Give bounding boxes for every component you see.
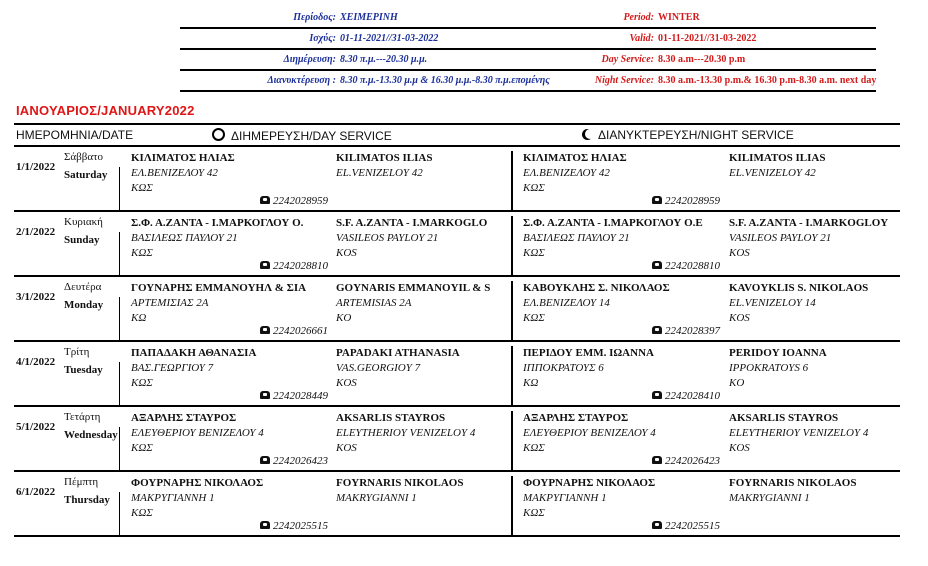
day-pharmacy-greek: [131, 346, 256, 391]
day-pharmacy-english: [336, 151, 433, 181]
night-service-column-header: [582, 128, 794, 142]
service-divider: [511, 476, 513, 537]
pharmacy-city: KOS: [729, 312, 750, 324]
pharmacy-city: KO: [336, 312, 352, 324]
pharmacy-name: FOYRNARIS NIKOLAOS: [336, 477, 464, 489]
row-weekday-en: Tuesday: [64, 364, 103, 376]
date-divider: [119, 232, 120, 275]
pharmacy-address: VASILEOS PAYLOY 21: [336, 232, 439, 244]
night-phone: [652, 325, 720, 337]
day-pharmacy-english: [336, 281, 490, 326]
pharmacy-name: AKSARLIS STAYROS: [336, 412, 446, 424]
pharmacy-city: KOS: [729, 442, 750, 454]
row-weekday-gr: Κυριακή: [64, 216, 103, 228]
phone-number: 2242026423: [273, 455, 328, 467]
row-date: 3/1/2022: [16, 291, 56, 303]
day-phone: [260, 325, 328, 337]
phone-number: 2242028410: [665, 390, 720, 402]
pharmacy-city: ΚΩ: [131, 312, 147, 324]
row-weekday-en: Saturday: [64, 169, 108, 181]
pharmacy-schedule-table: [14, 123, 900, 537]
pharmacy-city: KOS: [336, 442, 357, 454]
pharmacy-name: ΓΟΥΝΑΡΗΣ ΕΜΜΑΝΟΥΗΛ & ΣΙΑ: [131, 282, 307, 294]
table-row: [14, 147, 900, 212]
period-value-en: WINTER: [658, 12, 700, 23]
pharmacy-address: MAKRYGIANNI 1: [336, 492, 417, 504]
service-divider: [511, 151, 513, 212]
pharmacy-address: ΕΛ.ΒΕΝΙΖΕΛΟΥ 42: [131, 167, 218, 179]
pharmacy-address: ΙΠΠΟΚΡΑΤΟΥΣ 6: [523, 362, 604, 374]
row-weekday-en: Wednesday: [64, 429, 118, 441]
night-label-gr: Διανυκτέρευση :: [267, 75, 336, 86]
pharmacy-city: ΚΩΣ: [131, 182, 153, 194]
pharmacy-city: ΚΩΣ: [523, 442, 545, 454]
phone-number: 2242028810: [273, 260, 328, 272]
phone-icon: [652, 391, 662, 399]
day-phone: [260, 195, 328, 207]
pharmacy-name: KILIMATOS ILIAS: [729, 152, 826, 164]
valid-value-en: 01-11-2021//31-03-2022: [658, 33, 757, 44]
table-body: [14, 147, 900, 537]
pharmacy-name: S.F. A.ZANTA - I.MARKOGLOY: [729, 217, 889, 229]
night-phone: [652, 390, 720, 402]
day-pharmacy-english: [336, 346, 460, 391]
pharmacy-city: KOS: [336, 377, 357, 389]
pharmacy-name: AKSARLIS STAYROS: [729, 412, 839, 424]
date-divider: [119, 492, 120, 535]
day-phone: [260, 260, 328, 272]
valid-label-en: Valid:: [629, 33, 654, 44]
pharmacy-address: ΕΛΕΥΘΕΡΙΟΥ ΒΕΝΙΖΕΛΟΥ 4: [523, 427, 656, 439]
pharmacy-name: ΠΕΡΙΔΟΥ ΕΜΜ. ΙΩΑΝΝΑ: [523, 347, 654, 359]
phone-icon: [260, 391, 270, 399]
night-pharmacy-greek: [523, 476, 655, 521]
pharmacy-address: ΕΛ.ΒΕΝΙΖΕΛΟΥ 14: [523, 297, 610, 309]
day-service-header-label: ΔΙΗΜΕΡΕΥΣΗ/DAY SERVICE: [231, 129, 392, 143]
table-header: [14, 123, 900, 147]
month-title: ΙΑΝΟΥΑΡΙΟΣ/JANUARY2022: [16, 103, 195, 118]
pharmacy-city: KO: [729, 377, 745, 389]
pharmacy-name: ΚΙΛΙΜΑΤΟΣ ΗΛΙΑΣ: [523, 152, 627, 164]
night-pharmacy-english: [729, 411, 868, 456]
day-pharmacy-greek: [131, 411, 264, 456]
day-pharmacy-greek: [131, 151, 235, 196]
day-value-gr: 8.30 π.μ.---20.30 μ.μ.: [340, 54, 428, 65]
phone-icon: [652, 521, 662, 529]
phone-icon: [260, 521, 270, 529]
night-pharmacy-greek: [523, 216, 703, 261]
night-value-en: 8.30 a.m.-13.30 p.m.& 16.30 p.m-8.30 a.m. next day: [658, 75, 877, 86]
row-date: 2/1/2022: [16, 226, 56, 238]
night-value-gr: 8.30 π.μ.-13.30 μ.μ & 16.30 μ.μ.-8.30 π.μ.επομένης: [340, 75, 550, 86]
night-pharmacy-english: [729, 281, 868, 326]
phone-number: 2242028959: [665, 195, 720, 207]
row-date: 5/1/2022: [16, 421, 56, 433]
pharmacy-name: PAPADAKI ATHANASIA: [336, 347, 460, 359]
day-pharmacy-english: [336, 476, 463, 506]
table-row: [14, 407, 900, 472]
pharmacy-address: ΒΑΣ.ΓΕΩΡΓΙΟΥ 7: [131, 362, 214, 374]
pharmacy-address: EL.VENIZELOY 42: [336, 167, 423, 179]
pharmacy-name: PERIDOY IOANNA: [729, 347, 827, 359]
pharmacy-address: ΑΡΤΕΜΙΣΙΑΣ 2Α: [131, 297, 209, 309]
day-pharmacy-greek: [131, 281, 306, 326]
service-divider: [511, 281, 513, 342]
sun-icon: [212, 128, 225, 141]
row-date: 1/1/2022: [16, 161, 56, 173]
pharmacy-name: S.F. A.ZANTA - I.MARKOGLO: [336, 217, 488, 229]
pharmacy-address: IPPOKRATOYS 6: [729, 362, 809, 374]
pharmacy-address: VASILEOS PAYLOY 21: [729, 232, 832, 244]
pharmacy-name: ΑΞΑΡΛΗΣ ΣΤΑΥΡΟΣ: [131, 412, 237, 424]
night-pharmacy-greek: [523, 151, 627, 196]
pharmacy-address: EL.VENIZELOY 42: [729, 167, 816, 179]
table-row: [14, 342, 900, 407]
pharmacy-address: EL.VENIZELOY 14: [729, 297, 816, 309]
phone-number: 2242026423: [665, 455, 720, 467]
pharmacy-name: Σ.Φ. Α.ΖΑΝΤΑ - Ι.ΜΑΡΚΟΓΛΟΥ Ο.: [131, 217, 304, 229]
day-pharmacy-greek: [131, 216, 303, 261]
pharmacy-address: ΜΑΚΡΥΓΙΑΝΝΗ 1: [131, 492, 215, 504]
night-label-en: Night Service:: [594, 75, 654, 86]
night-phone: [652, 195, 720, 207]
header-greek: [180, 8, 550, 92]
night-phone: [652, 455, 720, 467]
valid-label-gr: Ισχύς:: [309, 33, 336, 44]
phone-icon: [652, 261, 662, 269]
day-label-gr: Διημέρευση:: [283, 54, 336, 65]
phone-icon: [260, 456, 270, 464]
pharmacy-address: ΒΑΣΙΛΕΩΣ ΠΑΥΛΟΥ 21: [131, 232, 238, 244]
night-phone: [652, 520, 720, 532]
pharmacy-city: ΚΩΣ: [131, 247, 153, 259]
moon-icon: [582, 129, 592, 141]
pharmacy-name: ΦΟΥΡΝΑΡΗΣ ΝΙΚΟΛΑΟΣ: [131, 477, 264, 489]
night-pharmacy-english: [729, 346, 827, 391]
pharmacy-city: ΚΩΣ: [523, 312, 545, 324]
table-row: [14, 212, 900, 277]
day-service-column-header: [212, 128, 392, 143]
pharmacy-name: GOYNARIS EMMANOYIL & S: [336, 282, 491, 294]
pharmacy-address: ΕΛΕΥΘΕΡΙΟΥ ΒΕΝΙΖΕΛΟΥ 4: [131, 427, 264, 439]
night-service-header-label: ΔΙΑΝΥΚΤΕΡΕΥΣΗ/NIGHT SERVICE: [598, 128, 794, 142]
night-pharmacy-english: [729, 151, 826, 181]
service-divider: [511, 411, 513, 472]
day-pharmacy-english: [336, 411, 475, 456]
date-divider: [119, 427, 120, 470]
phone-icon: [260, 196, 270, 204]
pharmacy-address: ΕΛ.ΒΕΝΙΖΕΛΟΥ 42: [523, 167, 610, 179]
pharmacy-city: ΚΩΣ: [523, 247, 545, 259]
pharmacy-city: KOS: [729, 247, 750, 259]
date-column-header: ΗΜΕΡΟΜΗΝΙΑ/DATE: [16, 128, 134, 142]
night-phone: [652, 260, 720, 272]
date-divider: [119, 297, 120, 340]
row-date: 6/1/2022: [16, 486, 56, 498]
night-pharmacy-english: [729, 476, 856, 506]
pharmacy-address: ELEYTHERIOY VENIZELOY 4: [729, 427, 869, 439]
pharmacy-address: MAKRYGIANNI 1: [729, 492, 810, 504]
phone-icon: [652, 326, 662, 334]
phone-number: 2242026661: [273, 325, 328, 337]
row-weekday-en: Monday: [64, 299, 104, 311]
pharmacy-address: ΜΑΚΡΥΓΙΑΝΝΗ 1: [523, 492, 607, 504]
pharmacy-name: ΚΑΒΟΥΚΛΗΣ Σ. ΝΙΚΟΛΑΟΣ: [523, 282, 670, 294]
table-row: [14, 277, 900, 342]
night-pharmacy-greek: [523, 281, 670, 326]
pharmacy-name: KILIMATOS ILIAS: [336, 152, 433, 164]
pharmacy-city: ΚΩΣ: [131, 377, 153, 389]
pharmacy-address: VAS.GEORGIOY 7: [336, 362, 421, 374]
phone-icon: [260, 326, 270, 334]
valid-value-gr: 01-11-2021//31-03-2022: [340, 33, 439, 44]
phone-icon: [260, 261, 270, 269]
row-weekday-gr: Πέμπτη: [64, 476, 99, 488]
row-weekday-en: Thursday: [64, 494, 110, 506]
night-pharmacy-greek: [523, 411, 656, 456]
pharmacy-city: ΚΩΣ: [523, 182, 545, 194]
day-pharmacy-greek: [131, 476, 263, 521]
service-divider: [511, 346, 513, 407]
row-weekday-gr: Δευτέρα: [64, 281, 102, 293]
row-weekday-gr: Σάββατο: [64, 151, 104, 163]
night-pharmacy-greek: [523, 346, 654, 391]
header-english: [540, 8, 876, 92]
period-value-gr: ΧΕΙΜΕΡΙΝΗ: [340, 12, 398, 23]
pharmacy-name: KAVOYKLIS S. NIKOLAOS: [729, 282, 869, 294]
night-pharmacy-english: [729, 216, 888, 261]
pharmacy-city: ΚΩΣ: [523, 507, 545, 519]
period-label-en: Period:: [623, 12, 654, 23]
period-label-gr: Περίοδος:: [293, 12, 336, 23]
date-divider: [119, 362, 120, 405]
phone-number: 2242025515: [665, 520, 720, 532]
table-row: [14, 472, 900, 537]
pharmacy-city: ΚΩΣ: [131, 442, 153, 454]
phone-number: 2242028449: [273, 390, 328, 402]
pharmacy-name: ΦΟΥΡΝΑΡΗΣ ΝΙΚΟΛΑΟΣ: [523, 477, 656, 489]
pharmacy-name: ΑΞΑΡΛΗΣ ΣΤΑΥΡΟΣ: [523, 412, 629, 424]
phone-number: 2242028397: [665, 325, 720, 337]
phone-icon: [652, 196, 662, 204]
row-weekday-en: Sunday: [64, 234, 100, 246]
row-weekday-gr: Τετάρτη: [64, 411, 101, 423]
phone-icon: [652, 456, 662, 464]
pharmacy-address: ΒΑΣΙΛΕΩΣ ΠΑΥΛΟΥ 21: [523, 232, 630, 244]
day-phone: [260, 455, 328, 467]
phone-number: 2242028959: [273, 195, 328, 207]
pharmacy-city: ΚΩΣ: [131, 507, 153, 519]
phone-number: 2242025515: [273, 520, 328, 532]
day-label-en: Day Service:: [601, 54, 654, 65]
phone-number: 2242028810: [665, 260, 720, 272]
day-pharmacy-english: [336, 216, 487, 261]
pharmacy-name: Σ.Φ. Α.ΖΑΝΤΑ - Ι.ΜΑΡΚΟΓΛΟΥ Ο.Ε: [523, 217, 703, 229]
pharmacy-name: ΠΑΠΑΔΑΚΗ ΑΘΑΝΑΣΙΑ: [131, 347, 257, 359]
pharmacy-address: ELEYTHERIOY VENIZELOY 4: [336, 427, 476, 439]
pharmacy-address: ARTEMISIAS 2A: [336, 297, 412, 309]
date-divider: [119, 167, 120, 210]
pharmacy-city: ΚΩ: [523, 377, 539, 389]
day-value-en: 8.30 a.m---20.30 p.m: [658, 54, 746, 65]
pharmacy-name: FOYRNARIS NIKOLAOS: [729, 477, 857, 489]
row-date: 4/1/2022: [16, 356, 56, 368]
service-divider: [511, 216, 513, 277]
day-phone: [260, 390, 328, 402]
pharmacy-city: KOS: [336, 247, 357, 259]
row-weekday-gr: Τρίτη: [64, 346, 90, 358]
pharmacy-name: ΚΙΛΙΜΑΤΟΣ ΗΛΙΑΣ: [131, 152, 235, 164]
day-phone: [260, 520, 328, 532]
